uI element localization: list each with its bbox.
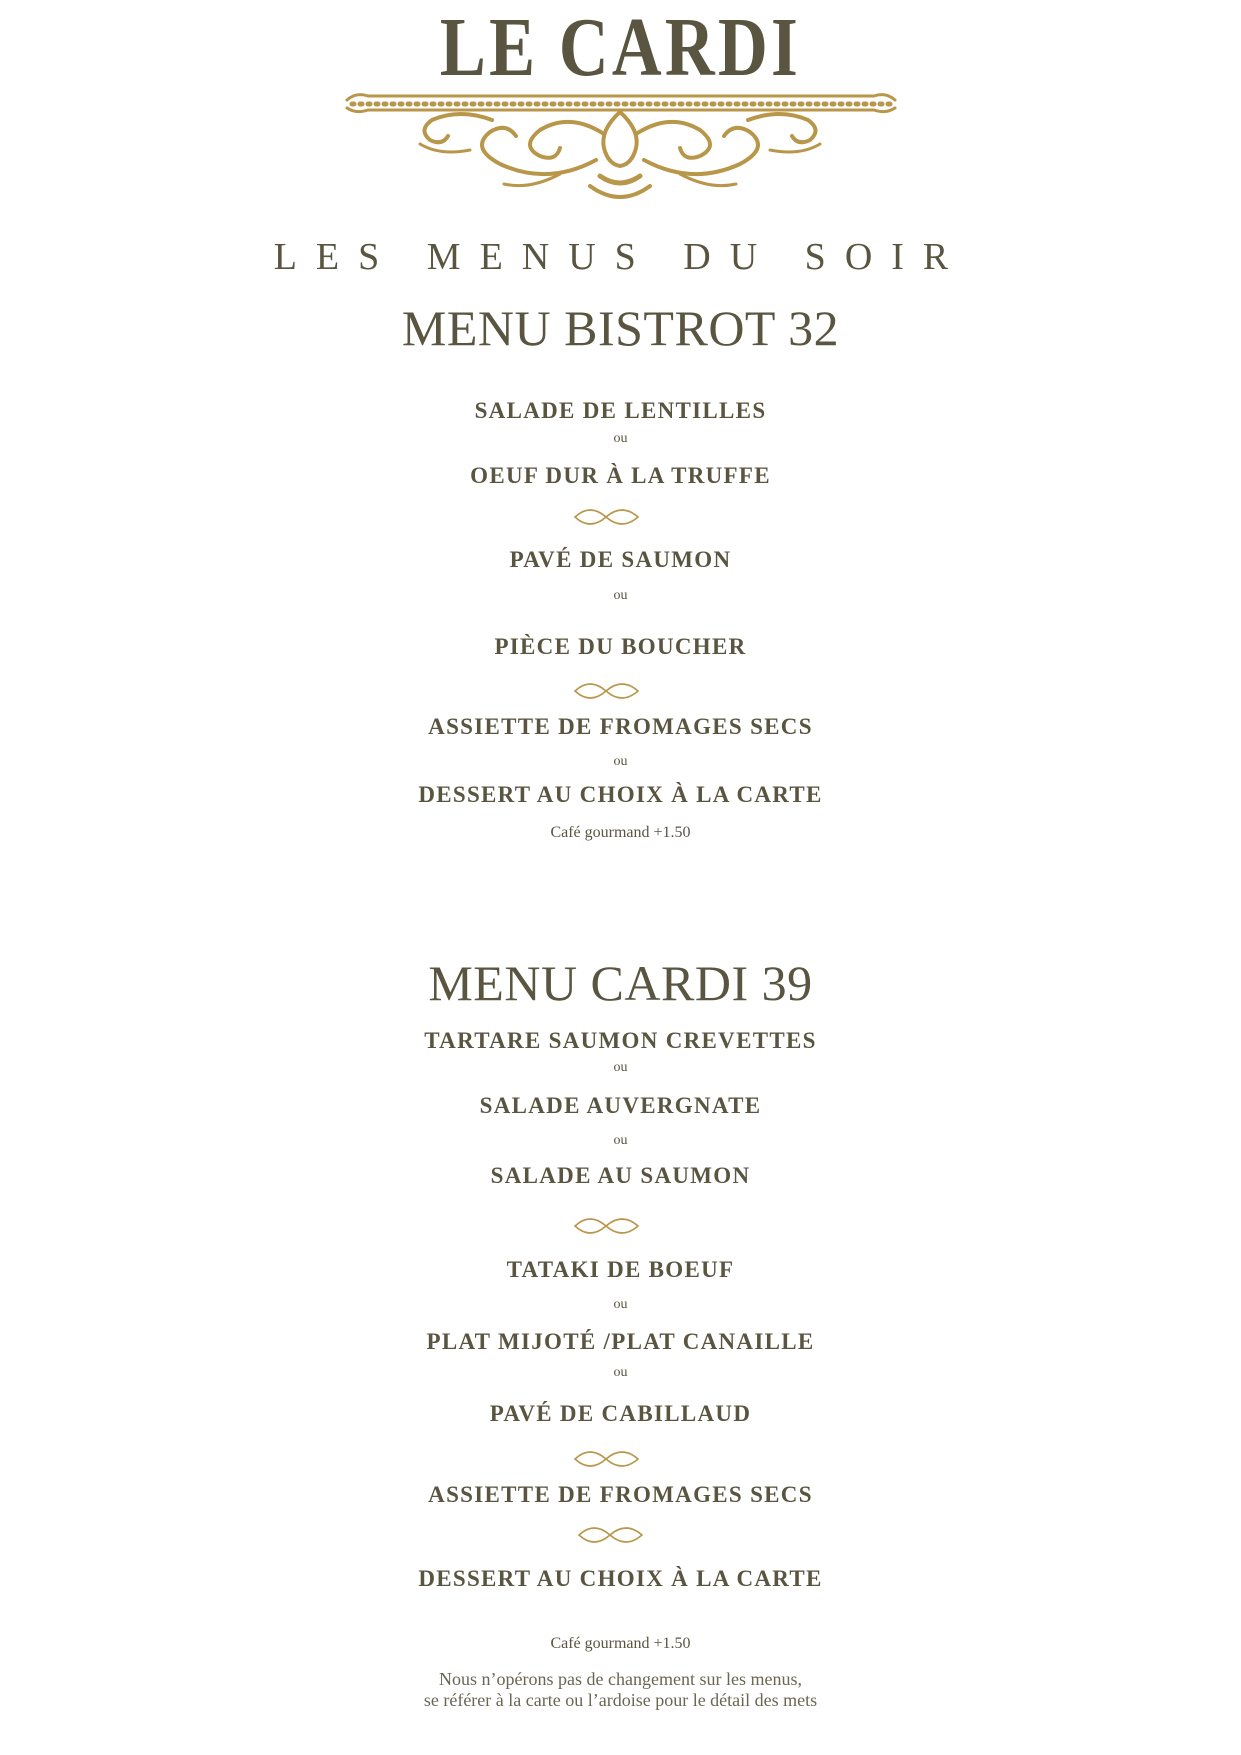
or-separator: ou (613, 1060, 628, 1075)
infinity-flourish-icon (0, 505, 1241, 529)
dish-item: PIÈCE DU BOUCHER (494, 634, 747, 659)
dish-item: PLAT MIJOTÉ /PLAT CANAILLE (426, 1329, 815, 1354)
dish-item: SALADE DE LENTILLES (474, 398, 767, 423)
dish-item: SALADE AUVERGNATE (479, 1093, 762, 1118)
dish-item: ASSIETTE DE FROMAGES SECS (428, 1482, 813, 1507)
dish-item: SALADE AU SAUMON (490, 1163, 751, 1188)
infinity-flourish-icon (0, 679, 1241, 703)
dish-item: PAVÉ DE SAUMON (509, 547, 732, 572)
scroll-flourish-icon (0, 90, 1241, 210)
menu-cardi-title: MENU CARDI 39 (428, 955, 813, 1011)
or-separator: ou (613, 1297, 628, 1312)
infinity-flourish-icon (0, 1523, 1241, 1547)
infinity-flourish-icon (0, 1447, 1241, 1471)
dish-item: DESSERT AU CHOIX À LA CARTE (418, 1566, 823, 1591)
dish-item: TARTARE SAUMON CREVETTES (424, 1028, 817, 1053)
menu-subtitle: LES MENUS DU SOIR (273, 236, 968, 278)
cafe-gourmand-note: Café gourmand +1.50 (550, 1635, 691, 1652)
or-separator: ou (613, 1133, 628, 1148)
menu-bistrot-title: MENU BISTROT 32 (401, 300, 840, 356)
infinity-flourish-icon (0, 1214, 1241, 1238)
dish-item: OEUF DUR À LA TRUFFE (470, 463, 771, 488)
cafe-gourmand-note: Café gourmand +1.50 (550, 824, 691, 841)
footer-note-line-2: se référer à la carte ou l’ardoise pour le détail des mets (423, 1690, 818, 1710)
or-separator: ou (613, 754, 628, 769)
or-separator: ou (613, 1365, 628, 1380)
dish-item: PAVÉ DE CABILLAUD (489, 1401, 752, 1426)
dish-item: ASSIETTE DE FROMAGES SECS (428, 714, 813, 739)
or-separator: ou (613, 431, 628, 446)
dish-item: TATAKI DE BOEUF (506, 1257, 735, 1282)
restaurant-name: LE CARDI (439, 1, 802, 94)
or-separator: ou (613, 588, 628, 603)
footer-note-line-1: Nous n’opérons pas de changement sur les menus, (439, 1669, 802, 1689)
dish-item: DESSERT AU CHOIX À LA CARTE (418, 782, 823, 807)
